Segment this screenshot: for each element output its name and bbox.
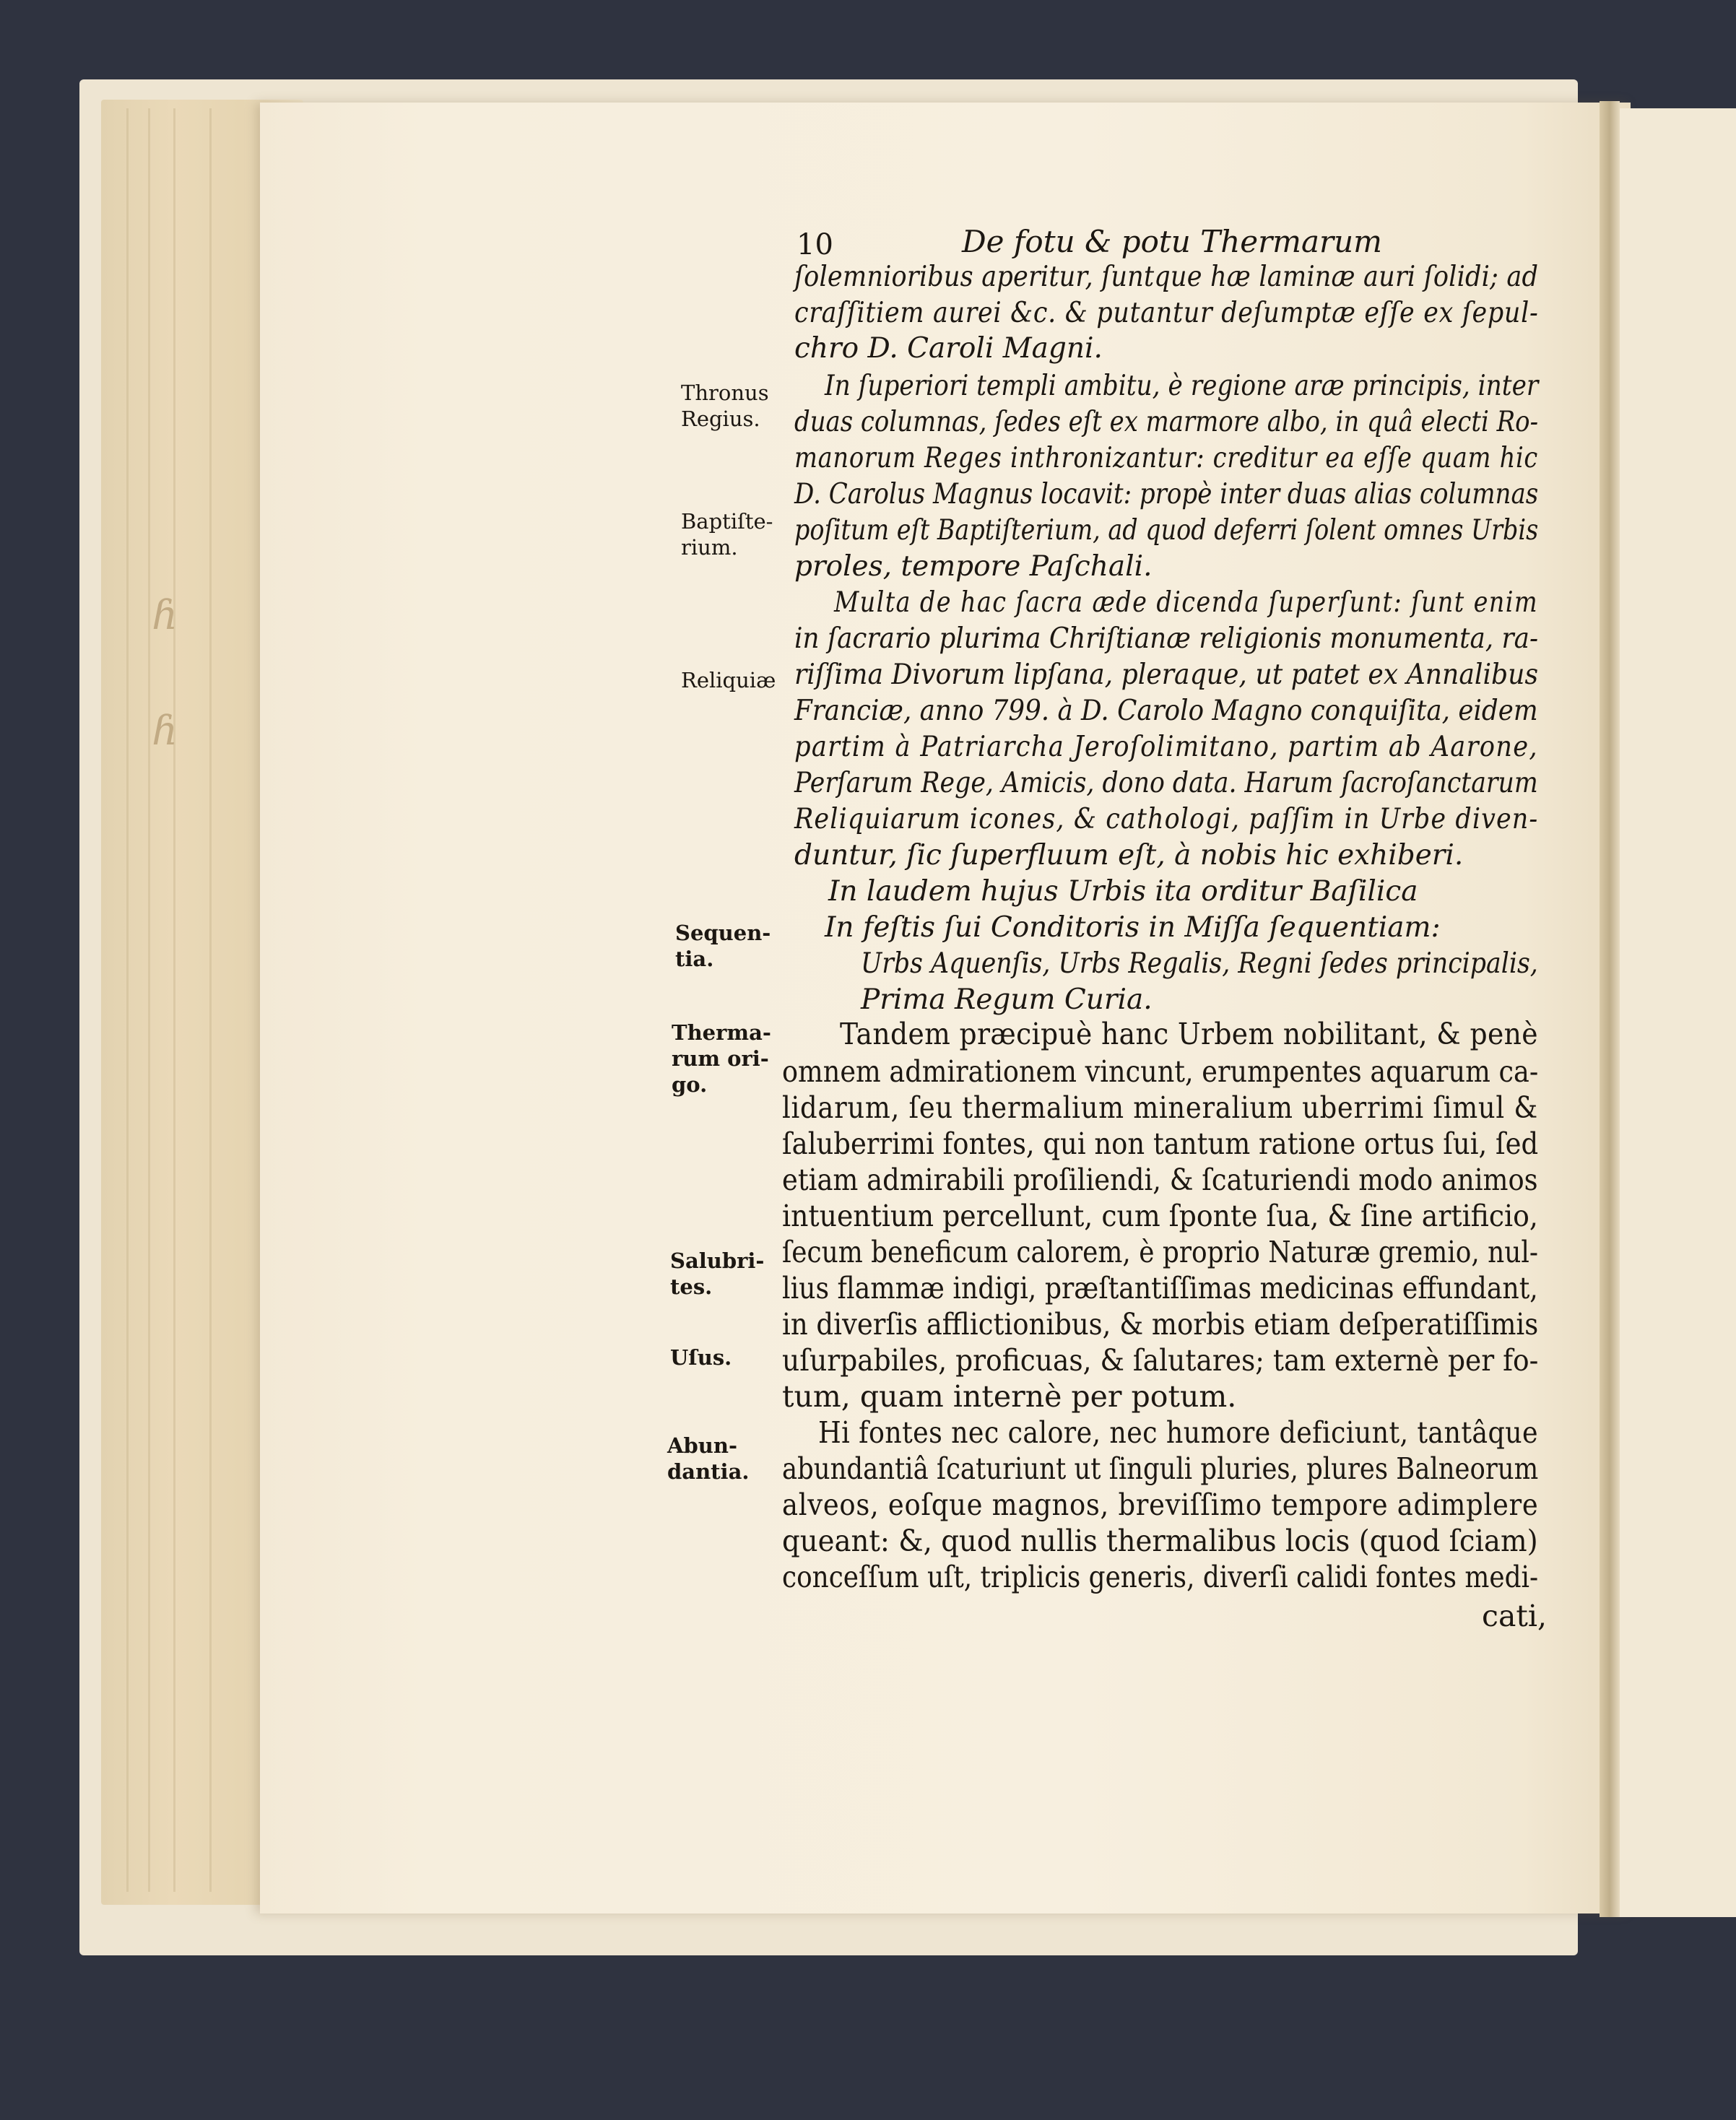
text-line: chro D. Caroli Magni. bbox=[794, 332, 1103, 365]
text-line: Perſarum Rege, Amicis, dono data. Harum ſacroſanctarum bbox=[794, 767, 1538, 799]
text-line: Hi fontes nec calore, nec humore deficiunt, tantâque bbox=[818, 1415, 1538, 1450]
text-line: Reliquiarum icones, & cathologi, paſſim in Urbe diven- bbox=[794, 803, 1539, 835]
marginal-note: Abun- dantia. bbox=[667, 1433, 750, 1484]
marginal-note: Baptiſte- rium. bbox=[681, 509, 773, 560]
text-line: manorum Reges inthronizantur: creditur ea eſſe quam hic bbox=[794, 442, 1539, 474]
text-line: In feſtis ſui Conditoris in Miſſa ſequentiam: bbox=[825, 911, 1441, 944]
text-line: Urbs Aquenſis, Urbs Regalis, Regni ſedes principalis, bbox=[861, 947, 1538, 980]
text-line: omnem admirationem vincunt, erumpentes aquarum ca- bbox=[782, 1054, 1539, 1089]
text-line: ſaluberrimi fontes, qui non tantum ratione ortus ſui, ſed bbox=[782, 1126, 1539, 1161]
text-line: riſſima Divorum lipſana, pleraque, ut patet ex Annalibus bbox=[794, 659, 1539, 691]
text-line: queant: &, quod nullis thermalibus locis (quod ſciam) bbox=[782, 1524, 1538, 1558]
text-line: ſolemnioribus aperitur, ſuntque hæ laminæ auri ſolidi; ad bbox=[794, 261, 1539, 293]
text-line: alveos, eoſque magnos, breviſſimo tempore adimplere bbox=[782, 1487, 1539, 1522]
text-line: abundantiâ ſcaturiunt ut ſinguli pluries, plures Balneorum bbox=[782, 1451, 1539, 1486]
text-line: duas columnas, ſedes eſt ex marmore albo, in quâ electi Ro- bbox=[794, 406, 1539, 438]
catchword: cati, bbox=[1482, 1599, 1548, 1633]
text-line: D. Carolus Magnus locavit: propè inter duas alias columnas bbox=[794, 478, 1539, 511]
text-line: Prima Regum Curia. bbox=[861, 983, 1153, 1016]
text-line: intuentium percellunt, cum ſponte ſua, & ſine artificio, bbox=[782, 1199, 1538, 1233]
text-line: uſurpabiles, proficuas, & ſalutares; tam externè per fo- bbox=[782, 1343, 1539, 1378]
text-line: duntur, ſic ſuperfluum eſt, à nobis hic exhiberi. bbox=[794, 839, 1464, 872]
marginal-note: Thronus Regius. bbox=[681, 381, 769, 431]
text-line: in diverſis afflictionibus, & morbis etiam deſperatiſſimis bbox=[782, 1307, 1539, 1342]
text-line: etiam admirabili proſiliendi, & ſcaturiendi modo animos bbox=[782, 1163, 1538, 1197]
text-line: lius flammæ indigi, præſtantiſſimas medicinas effundant, bbox=[782, 1271, 1538, 1306]
page-edge-line bbox=[126, 108, 129, 1892]
text-line: ſecum beneficum calorem, è proprio Naturæ gremio, nul- bbox=[782, 1235, 1539, 1269]
text-line: proles, tempore Paſchali. bbox=[794, 550, 1153, 583]
text-line: in ſacrario plurima Chriſtianæ religionis monumenta, ra- bbox=[794, 622, 1539, 655]
running-head: De fotu & potu Thermarum bbox=[962, 224, 1382, 259]
page-edge-line bbox=[148, 108, 150, 1892]
page-number: 10 bbox=[797, 228, 833, 261]
marginal-note: Reliquiæ bbox=[681, 668, 776, 692]
faded-ink-mark: ɦ bbox=[152, 592, 178, 639]
page-edge-line bbox=[173, 108, 175, 1892]
book-gutter bbox=[1600, 101, 1620, 1917]
marginal-note: Uſus. bbox=[670, 1345, 732, 1370]
faded-ink-mark: ɦ bbox=[152, 708, 178, 755]
text-line: lidarum, ſeu thermalium mineralium uberrimi ſimul & bbox=[782, 1090, 1538, 1125]
facing-page-edge bbox=[1620, 108, 1736, 1917]
text-line: Multa de hac ſacra æde dicenda ſuperſunt: ſunt enim bbox=[834, 586, 1538, 619]
text-line: craſſitiem aurei &c. & putantur deſumptæ eſſe ex ſepul- bbox=[794, 297, 1539, 329]
text-line: In laudem hujus Urbis ita orditur Baſilica bbox=[828, 875, 1418, 908]
text-line: conceſſum uſt, triplicis generis, diverſi calidi fontes medi- bbox=[782, 1560, 1539, 1594]
page-edge-line bbox=[209, 108, 212, 1892]
text-line: Tandem præcipuè hanc Urbem nobilitant, & penè bbox=[840, 1017, 1538, 1051]
marginal-note: Sequen- tia. bbox=[675, 921, 771, 971]
text-line: poſitum eſt Baptiſterium, ad quod deferri ſolent omnes Urbis bbox=[794, 514, 1539, 547]
marginal-note: Salubri- tes. bbox=[670, 1248, 765, 1299]
text-line: tum, quam internè per potum. bbox=[782, 1379, 1237, 1414]
text-line: Franciæ, anno 799. à D. Carolo Magno conquiſita, eidem bbox=[794, 695, 1538, 727]
marginal-note: Therma- rum ori- go. bbox=[672, 1020, 771, 1097]
text-line: In ſuperiori templi ambitu, è regione aræ principis, inter bbox=[825, 370, 1539, 402]
text-line: partim à Patriarcha Jeroſolimitano, partim ab Aarone, bbox=[794, 731, 1538, 763]
